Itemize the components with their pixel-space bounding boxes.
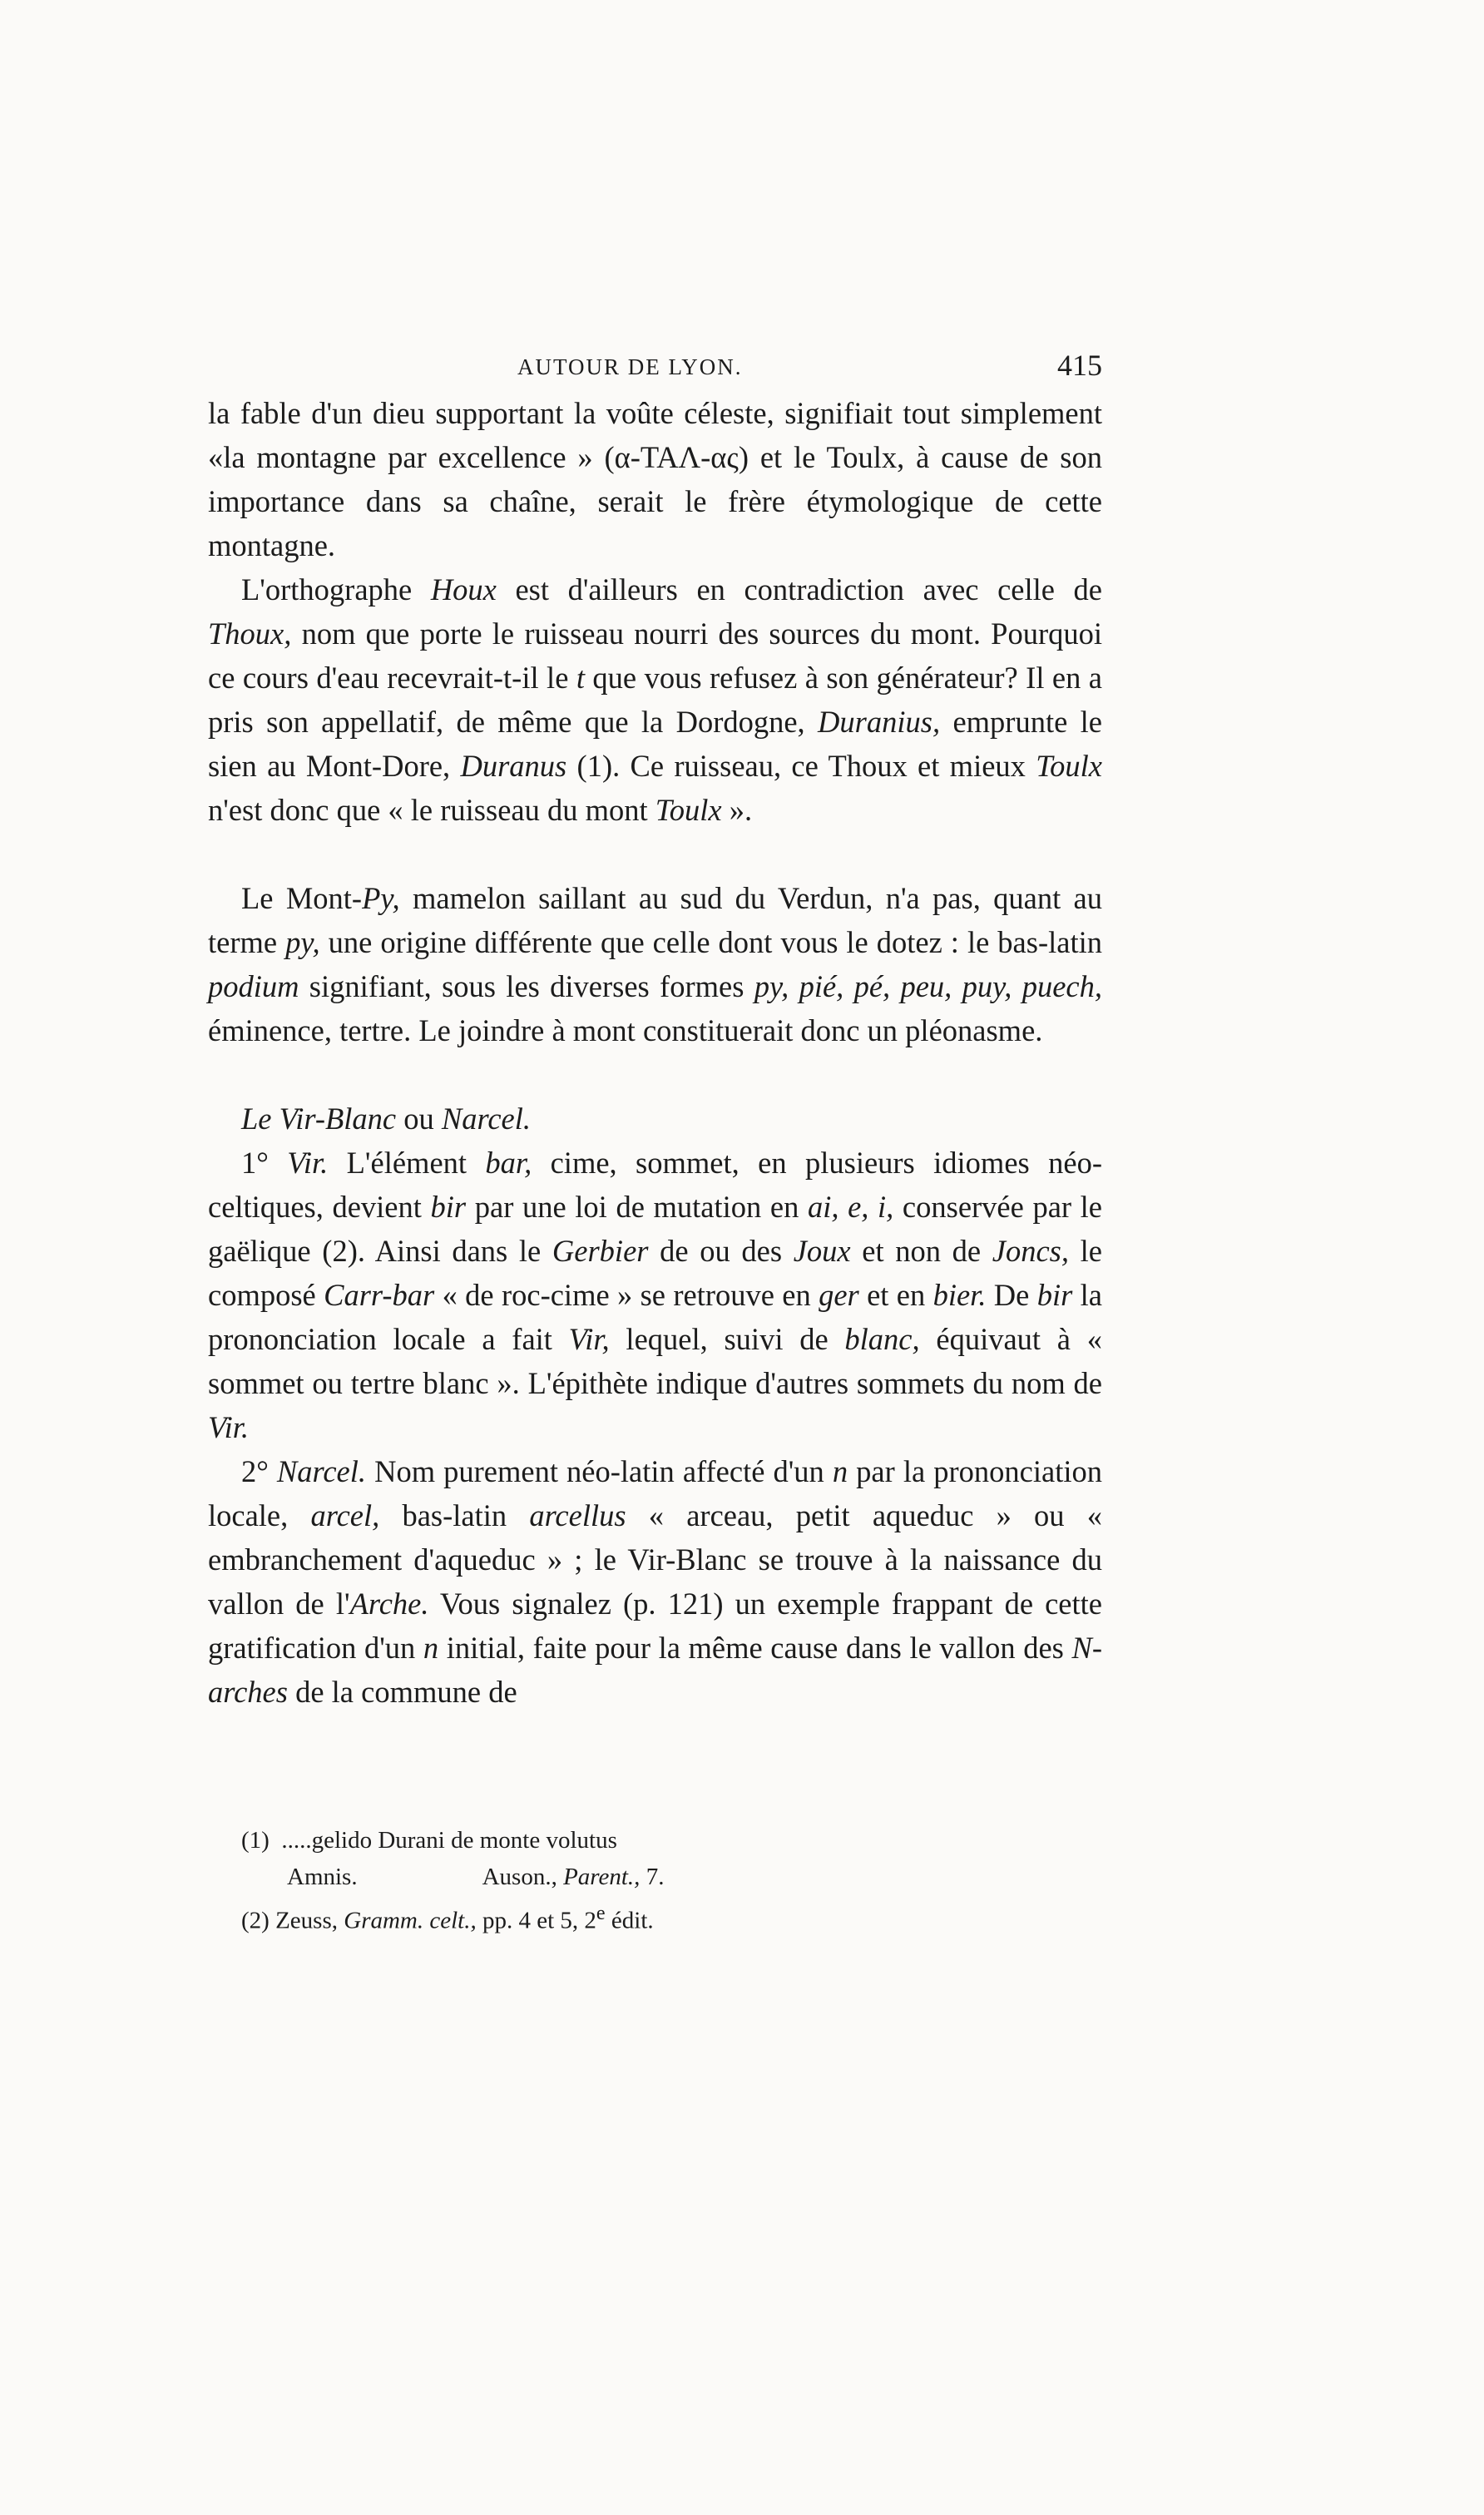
paragraph-2: L'orthographe Houx est d'ailleurs en contradiction avec celle de Thoux, nom que porte le ruisseau nourri des sources du mont. Pourquoi ce cours d'eau recevrait-t-il le t que vous refusez à son générateur? Il en a pris son appellatif, de même que la Dordogne, Duranius, emprunte le sien au Mont-Dore, Duranus (1). Ce ruisseau, ce Thoux et mieux Toulx n'est donc que « le ruisseau du mont Toulx ». [208, 572, 1103, 827]
footnote-1-line-2: Amnis. Auson., Parent., 7. [287, 1864, 665, 1890]
footnote-1: (1) .....gelido Durani de monte volutus [241, 1827, 617, 1854]
paragraph-3: Le Mont-Py, mamelon saillant au sud du Verdun, n'a pas, quant au terme py, une origine différente que celle dont vous le dotez : le bas-latin podium signifiant, sous les diverses formes py, pié, pé, peu, puy, puech, éminence, tertre. Le joindre à mont constituerait donc un pléonasme. [208, 881, 1102, 1047]
footnote-2: (2) Zeuss, Gramm. celt., pp. 4 et 5, 2e édit. [241, 1902, 654, 1934]
footnote-marker: (2) [241, 1907, 270, 1934]
greek-etymology: (α-ΤΑΛ-ας) [604, 440, 749, 474]
paragraph-5: 2° Narcel. Nom purement néo-latin affecté d'un n par la prononciation locale, arcel, bas-latin arcellus « arceau, petit aqueduc » ou « embranchement d'aqueduc » ; le Vir-Blanc se trouve à la naissance du vallon de l'Arche. Vous signalez (p. 121) un exemple frappant de cette gratification d'un n initial, faite pour la même cause dans le vallon des N-arches de la commune de [208, 1454, 1103, 1709]
section-heading: Le Vir-Blanc ou Narcel. [241, 1102, 531, 1136]
paragraph-1: la fable d'un dieu supportant la voûte céleste, signifiait tout simplement «la montagne par excellence » (α-ΤΑΛ-ας) et le Toulx, à cause de son importance dans sa chaîne, serait le frère étymologique de cette montagne. [208, 396, 1102, 562]
page-header [208, 348, 1102, 389]
footnote-marker: (1) [241, 1827, 270, 1854]
running-title: AUTOUR DE LYON. [517, 354, 743, 379]
page-number: 415 [1057, 349, 1102, 382]
paragraph-4: 1° Vir. L'élément bar, cime, sommet, en plusieurs idiomes néo-celtiques, devient bir par une loi de mutation en ai, e, i, conservée par le gaëlique (2). Ainsi dans le Gerbier de ou des Joux et non de Joncs, le composé Carr-bar « de roc-cime » se retrouve en ger et en bier. De bir la prononciation locale a fait Vir, lequel, suivi de blanc, équivaut à « sommet ou tertre blanc ». L'épithète indique d'autres sommets du nom de Vir. [208, 1146, 1102, 1444]
footnotes [241, 1822, 990, 1939]
body-text [208, 391, 1102, 1714]
